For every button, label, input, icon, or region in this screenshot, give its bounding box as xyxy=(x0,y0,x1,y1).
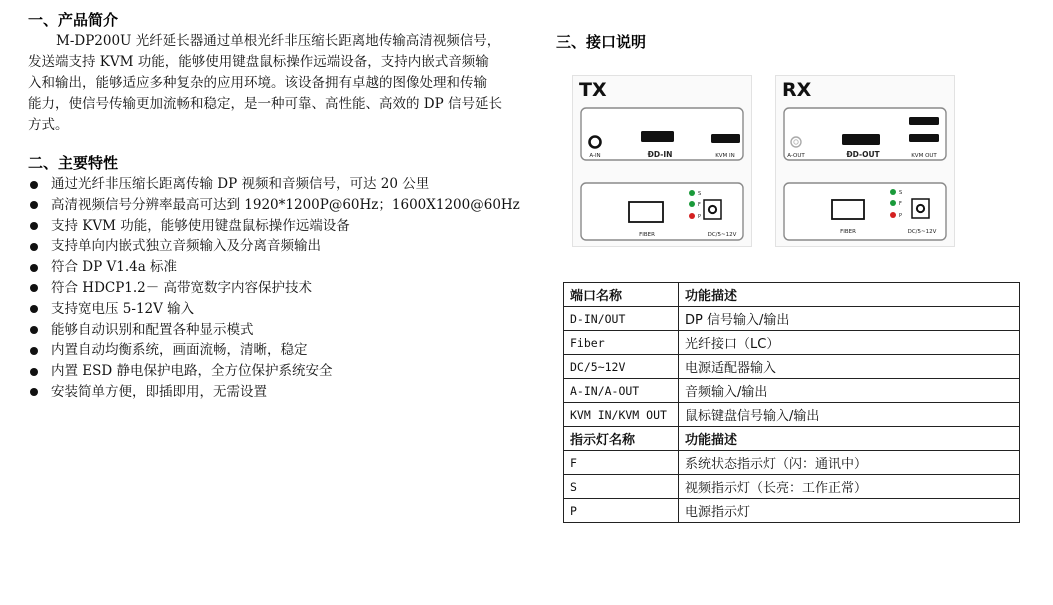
rx-kvm-out-label: KVM OUT xyxy=(911,153,937,159)
led-f-icon xyxy=(890,200,896,206)
svg-text:F: F xyxy=(899,201,902,207)
led-p-icon xyxy=(890,212,896,218)
svg-text:S: S xyxy=(899,190,903,196)
svg-text:ÐD-OUT xyxy=(846,150,880,159)
interface-heading: 三、接口说明 xyxy=(556,33,647,51)
dp-logo-icon: Ð xyxy=(846,150,853,159)
table-cell: 视频指示灯（长亮：工作正常） xyxy=(679,475,1020,499)
features-list xyxy=(28,174,528,403)
table-cell: DP 信号输入/输出 xyxy=(679,307,1020,331)
feature-item: 支持 KVM 功能，能够使用键盘鼠标操作远端设备 xyxy=(28,216,528,237)
table-row xyxy=(564,403,1020,427)
dp-port-icon xyxy=(641,131,674,142)
features-heading: 二、主要特性 xyxy=(28,154,119,172)
tx-title: TX xyxy=(579,79,607,101)
svg-text:S: S xyxy=(698,191,702,197)
fiber-port-icon xyxy=(629,202,663,222)
tx-fiber-label: FIBER xyxy=(639,232,655,238)
led-p-icon xyxy=(689,213,695,219)
port-table xyxy=(563,282,1020,523)
usb-port-icon xyxy=(909,134,939,142)
rx-dp-out-label: D-OUT xyxy=(852,150,880,159)
table-cell: S xyxy=(564,475,679,499)
intro-line: M-DP200U 光纤延长器通过单根光纤非压缩长距离地传输高清视频信号， xyxy=(56,33,501,49)
svg-text:P: P xyxy=(698,214,702,220)
table-header-cell: 功能描述 xyxy=(679,283,1020,307)
table-cell: 鼠标键盘信号输入/输出 xyxy=(679,403,1020,427)
intro-line: 方式。 xyxy=(28,117,69,133)
led-s-icon xyxy=(689,190,695,196)
table-cell: 音频输入/输出 xyxy=(679,379,1020,403)
table-row xyxy=(564,475,1020,499)
svg-text:P: P xyxy=(899,213,903,219)
led-f-icon xyxy=(689,201,695,207)
fiber-port-icon xyxy=(832,200,864,219)
table-row xyxy=(564,451,1020,475)
audio-jack-icon xyxy=(590,137,601,148)
rx-a-out-label: A-OUT xyxy=(787,153,805,159)
feature-item: 符合 DP V1.4a 标准 xyxy=(28,257,528,278)
table-cell: D-IN/OUT xyxy=(564,307,679,331)
table-cell: F xyxy=(564,451,679,475)
table-header-cell: 指示灯名称 xyxy=(564,427,679,451)
table-cell: DC/5~12V xyxy=(564,355,679,379)
table-cell: 电源适配器输入 xyxy=(679,355,1020,379)
feature-item: 能够自动识别和配置各种显示模式 xyxy=(28,320,528,341)
intro-heading: 一、产品简介 xyxy=(28,11,119,29)
intro-line: 能力，使信号传输更加流畅和稳定，是一种可靠、高性能、高效的 DP 信号延长 xyxy=(28,96,502,112)
svg-text:F: F xyxy=(698,202,701,208)
table-header-row xyxy=(564,427,1020,451)
feature-item: 符合 HDCP1.2－ 高带宽数字内容保护技术 xyxy=(28,278,528,299)
tx-dc-label: DC/5~12V xyxy=(707,232,737,238)
intro-line: 发送端支持 KVM 功能，能够使用键盘鼠标操作远端设备，支持内嵌式音频输 xyxy=(28,54,489,70)
intro-line: 入和输出，能够适应多种复杂的应用环境。该设备拥有卓越的图像处理和传输 xyxy=(28,75,487,91)
table-cell: A-IN/A-OUT xyxy=(564,379,679,403)
rx-fiber-label: FIBER xyxy=(840,229,856,235)
table-header-cell: 端口名称 xyxy=(564,283,679,307)
tx-a-in-label: A-IN xyxy=(589,153,601,159)
rx-title: RX xyxy=(782,79,812,101)
table-row xyxy=(564,307,1020,331)
table-row xyxy=(564,499,1020,523)
table-row xyxy=(564,331,1020,355)
feature-item: 内置 ESD 静电保护电路，全方位保护系统安全 xyxy=(28,361,528,382)
rx-panel-diagram xyxy=(775,75,955,247)
table-cell: Fiber xyxy=(564,331,679,355)
tx-dp-in-label: D-IN xyxy=(653,150,673,159)
feature-item: 支持宽电压 5-12V 输入 xyxy=(28,299,528,320)
intro-paragraph xyxy=(28,31,513,136)
rx-dc-label: DC/5~12V xyxy=(907,229,937,235)
feature-item: 内置自动均衡系统，画面流畅，清晰，稳定 xyxy=(28,340,528,361)
table-cell: 光纤接口（LC） xyxy=(679,331,1020,355)
table-header-row xyxy=(564,283,1020,307)
led-s-icon xyxy=(890,189,896,195)
table-row xyxy=(564,355,1020,379)
table-row xyxy=(564,379,1020,403)
feature-item: 通过光纤非压缩长距离传输 DP 视频和音频信号，可达 20 公里 xyxy=(28,174,528,195)
dp-logo-icon: Ð xyxy=(647,150,654,159)
tx-kvm-in-label: KVM IN xyxy=(715,153,735,159)
tx-panel-diagram xyxy=(572,75,752,247)
feature-item: 高清视频信号分辨率最高可达到 1920*1200P@60Hz；1600X1200@60Hz xyxy=(28,195,528,216)
table-cell: P xyxy=(564,499,679,523)
usb-port-icon xyxy=(711,134,740,143)
table-cell: 系统状态指示灯（闪：通讯中） xyxy=(679,451,1020,475)
svg-text:ÐD-IN xyxy=(648,150,673,159)
table-cell: 电源指示灯 xyxy=(679,499,1020,523)
table-cell: KVM IN/KVM OUT xyxy=(564,403,679,427)
usb-port-icon xyxy=(909,117,939,125)
feature-item: 支持单向内嵌式独立音频输入及分离音频输出 xyxy=(28,236,528,257)
table-header-cell: 功能描述 xyxy=(679,427,1020,451)
dp-port-icon xyxy=(842,134,880,145)
feature-item: 安装简单方便，即插即用，无需设置 xyxy=(28,382,528,403)
